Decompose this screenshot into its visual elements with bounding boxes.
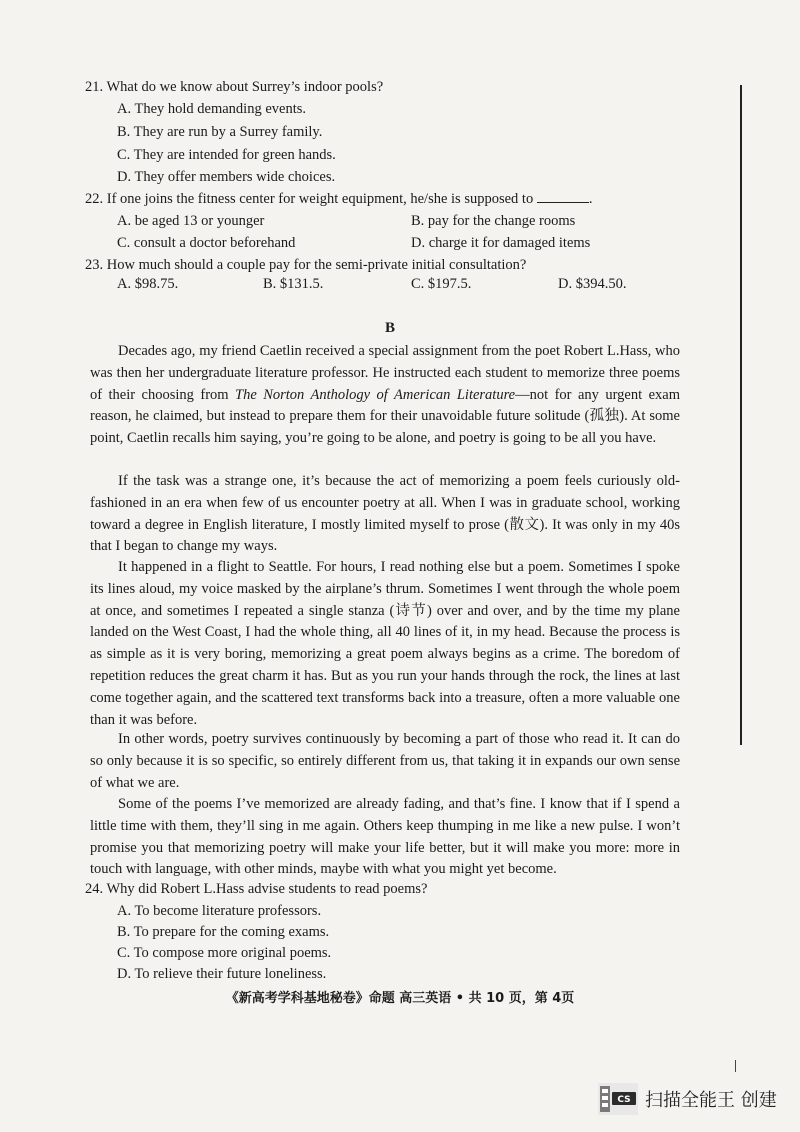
page-margin-rule <box>740 85 742 745</box>
q22-option-a: A. be aged 13 or younger <box>117 213 265 229</box>
q21-stem: 21. What do we know about Surrey’s indoor pools? <box>85 79 384 95</box>
logo-text: CS <box>617 1095 631 1105</box>
watermark-text: 扫描全能王 创建 <box>645 1090 777 1111</box>
q22-stem: 22. If one joins the fitness center for weight equipment, he/she is supposed to <box>85 191 534 207</box>
q23-option-a: A. $98.75. <box>117 276 179 292</box>
q24-stem: 24. Why did Robert L.Hass advise students to read poems? <box>85 881 428 897</box>
q23-option-c: C. $197.5. <box>411 276 472 292</box>
answer-blank <box>537 191 589 203</box>
passage-paragraph-3: It happened in a flight to Seattle. For hours, I read nothing else but a poem. Sometimes I spoke its lines aloud, my voice masked by the airplane’s thrum. Sometimes I went through the whole poem at once, and sometimes I repeated a single stanza (诗节) over and over, and by the time my plane landed on the West Coast, I had the whole thing, all 40 lines of it, in my head. Because the process is as simple as it is very boring, memorizing a great poem always begins as a crime. The boredom of repetition reduces the great charm it has. But as you run your hands through the rock, the lines at last come together again, and the scattered text transforms back into a treasure, often a more valuable one than it was before. <box>90 559 680 728</box>
q22-option-c: C. consult a doctor beforehand <box>117 235 296 251</box>
anthology-title: The Norton Anthology of American Literature <box>235 386 516 403</box>
page-footer: 《新高考学科基地秘卷》命题 高三英语 • 共 10 页，第 4页 <box>225 991 575 1006</box>
q24-option-a: A. To become literature professors. <box>117 903 322 919</box>
q24-option-b: B. To prepare for the coming exams. <box>117 924 330 940</box>
q23-stem: 23. How much should a couple pay for the semi-private initial consultation? <box>85 257 527 273</box>
paragraph-1-text-cont: —not for any urgent exam reason, he claimed, but instead to prepare them for their unavoidable future solitude (孤独). At some point, Caetlin recalls him saying, you’re going to be alone, and poetry is going to be all you have. <box>90 386 680 447</box>
q24-option-d: D. To relieve their future loneliness. <box>117 966 327 982</box>
q21-option-c: C. They are intended for green hands. <box>117 147 336 163</box>
q23-options-row <box>117 276 657 294</box>
q21-option-d: D. They offer members wide choices. <box>117 169 336 185</box>
q22-option-d: D. charge it for damaged items <box>411 235 591 251</box>
q22-option-b: B. pay for the change rooms <box>411 213 576 229</box>
passage-paragraph-5: Some of the poems I’ve memorized are already fading, and that’s fine. I know that if I spend a little time with them, they’ll sing in me again. Others keep thumping in me like a new pulse. I won’t promise you that memorizing poetry will make your life better, but it will make you more: more in touch with language, with other minds, maybe with what you might yet become. <box>90 796 680 878</box>
section-heading: B <box>384 320 395 336</box>
passage-paragraph-2: If the task was a strange one, it’s because the act of memorizing a poem feels curiously old-fashioned in an era when few of us encounter poetry at all. When I was in graduate school, working toward a degree in English literature, I mostly limited myself to prose (散文). It was only in my 40s that I began to change my ways. <box>90 473 680 555</box>
q24-option-c: C. To compose more original poems. <box>117 945 332 961</box>
q23-option-d: D. $394.50. <box>558 276 627 292</box>
paragraph-1-text: Decades ago, my friend Caetlin received a special assignment from the poet Robert L.Hass, who was then her undergraduate literature professor. He instructed each student to memorize three poems of their choosing from <box>90 343 680 403</box>
passage-paragraph-4: In other words, poetry survives continuously by becoming a part of those who read it. It can do so only because it is so specific, so entirely different from us, that taking it in expands our own sense of what we are. <box>90 731 680 791</box>
q21-option-a: A. They hold demanding events. <box>117 101 307 117</box>
passage-paragraph-1 <box>90 341 680 450</box>
q21-option-b: B. They are run by a Surrey family. <box>117 124 323 140</box>
q23-option-b: B. $131.5. <box>263 276 324 292</box>
camscanner-logo-icon <box>598 1083 638 1115</box>
q22-stem-line: 22. If one joins the fitness center for weight equipment, he/she is supposed to . <box>85 191 593 207</box>
page-tick-mark <box>735 1060 736 1072</box>
